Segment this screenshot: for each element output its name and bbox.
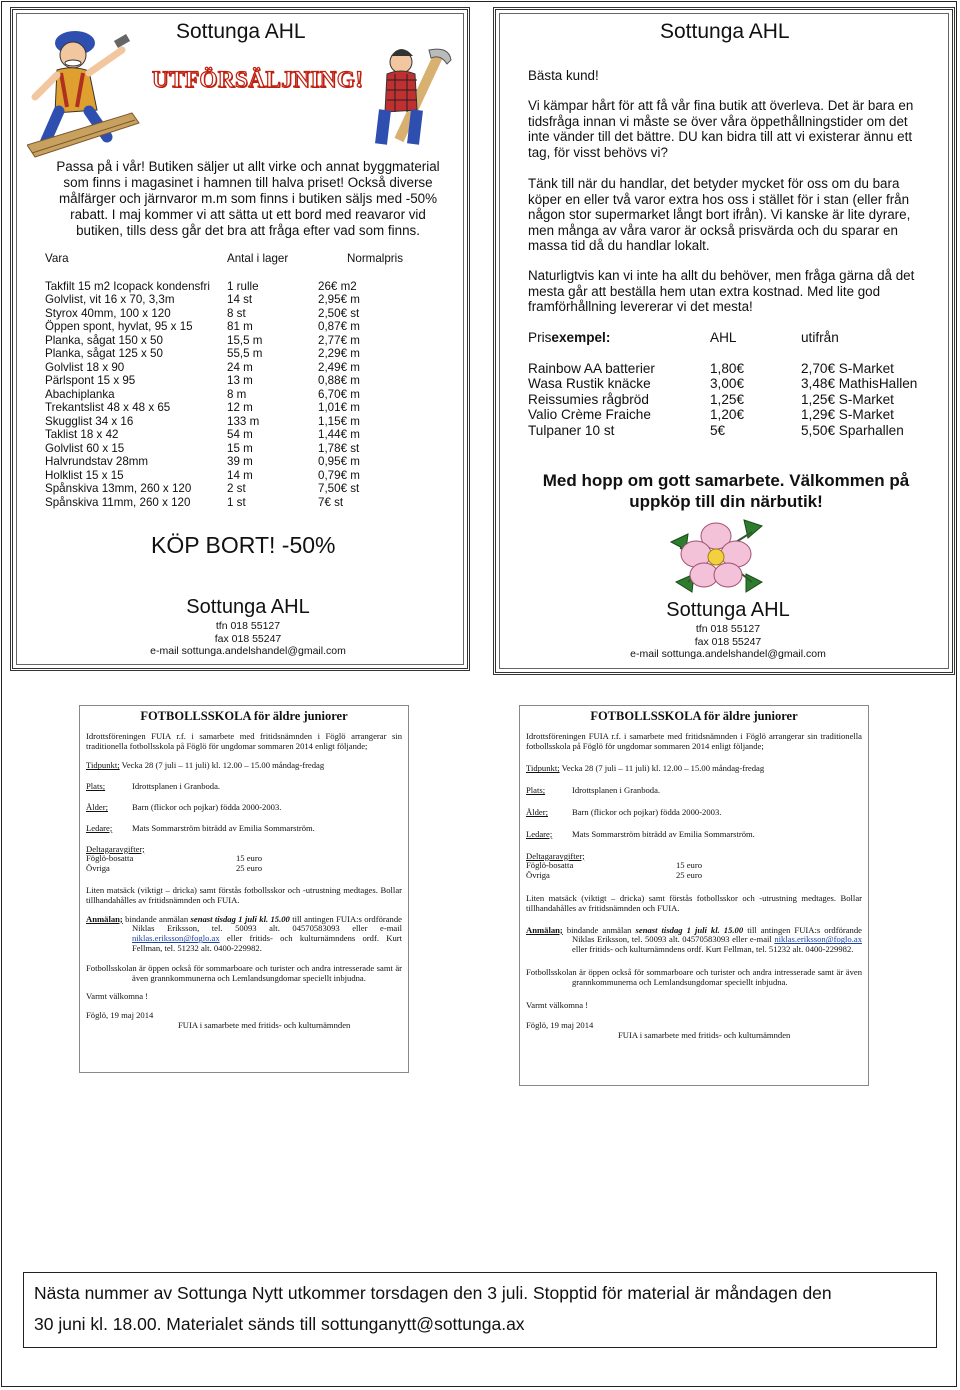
inventory-row <box>45 361 445 375</box>
item-name: Skugglist 34 x 16 <box>45 414 134 428</box>
para-line: mesta går att beställa hem utan extra kostnad. Med lite god <box>528 283 881 299</box>
normal-price: 7€ st <box>318 495 344 509</box>
signup-text-b: till antingen FUIA:s ordförande Niklas Eriksson, tel. 50093 alt. 04570583093 eller e-mail <box>132 913 402 934</box>
normal-price: 2,49€ m <box>318 360 360 374</box>
para-line: massa tid då du handlar lokalt. <box>528 238 710 253</box>
price-header-ahl: AHL <box>710 330 737 345</box>
stock-qty: 14 st <box>227 293 253 306</box>
contact-email: e-mail sottunga.andelshandel@gmail.com <box>150 645 346 657</box>
price-row <box>528 407 948 423</box>
stock-qty: 12 m <box>227 401 253 414</box>
item-name: Takfilt 15 m2 Icopack kondensfri <box>45 279 210 293</box>
signup-label: Anmälan; <box>526 924 563 935</box>
stock-qty: 81 m <box>227 320 253 333</box>
football-signature: FUIA i samarbete med fritids- och kulturnämnden <box>178 1019 351 1030</box>
para-1 <box>528 98 948 160</box>
price-header-other: utifrån <box>801 330 839 345</box>
stock-qty: 55,5 m <box>227 347 263 360</box>
time-value: Vecka 28 (7 juli – 11 juli) kl. 12.00 – 15.00 måndag-fredag <box>561 763 765 774</box>
contact-fax: fax 018 55247 <box>694 635 762 648</box>
stock-qty: 39 m <box>227 455 253 468</box>
football-date: Föglö, 19 maj 2014 <box>526 1020 594 1031</box>
sale-banner: UTFÖRSÄLJNING! <box>152 67 364 92</box>
stock-qty: 14 m <box>227 468 253 482</box>
para-line: Tänk till när du handlar, det betyder mycket för oss om du bara <box>528 176 900 191</box>
column-header: Vara <box>45 252 69 265</box>
item-name: Holklist 15 x 15 <box>45 468 124 482</box>
football-age <box>86 803 402 813</box>
signup-text-a: bindande anmälan <box>566 924 636 935</box>
signup-email-link[interactable]: niklas.eriksson@foglo.ax <box>132 933 220 944</box>
ahl-price: 1,25€ <box>710 391 745 407</box>
price-row <box>528 392 948 408</box>
other-price: 3,48€ MathisHallen <box>801 376 918 392</box>
football-place <box>526 786 862 796</box>
para-line: framförhållning levererar vi det mesta! <box>528 299 753 314</box>
place-label: Plats; <box>526 785 546 796</box>
left-ad-header: Sottunga AHL <box>176 20 306 43</box>
leaders-label: Ledare; <box>526 828 553 839</box>
inventory-row <box>45 320 445 334</box>
item-name: Planka, sågat 125 x 50 <box>45 347 163 360</box>
normal-price: 6,70€ m <box>318 387 360 401</box>
para-line: inte vänder till det bättre. DU kan bidra till att vi existerar ännu ett <box>528 129 913 144</box>
para-3 <box>528 268 948 315</box>
para-line: tidsfråga innan vi måste se över våra öppethållningstider om det <box>528 113 908 129</box>
right-contact <box>613 598 843 661</box>
fee-amount: 15 euro <box>676 860 703 871</box>
product-name: Wasa Rustik knäcke <box>528 376 651 392</box>
normal-price: 1,78€ st <box>318 441 360 455</box>
football-notice-right <box>519 705 869 1086</box>
product-name: Valio Crème Fraiche <box>528 407 651 423</box>
para-line: Vi kämpar hårt för att få vår fina butik att överleva. Det är bara en <box>528 98 914 113</box>
fee-row <box>526 871 862 881</box>
contact-phone: tfn 018 55127 <box>695 623 761 635</box>
para-line: någon stor supermarket långt bort ifrån). Vi kanske är lite dyrare, <box>528 207 911 222</box>
para-2 <box>528 176 948 254</box>
football-place <box>86 782 402 792</box>
football-open: Fotbollsskolan är öppen också för sommarboare och turister och andra intresserade samt är även grannkommunerna och Lemlandsungdomar speciellt inbjudna. <box>526 966 862 987</box>
inventory-row <box>45 347 445 361</box>
inventory-row <box>45 280 445 294</box>
item-name: Taklist 18 x 42 <box>45 428 119 441</box>
inventory-row <box>45 496 445 510</box>
left-ad <box>10 7 470 671</box>
price-row <box>528 423 948 439</box>
product-name: Reissumies rågbröd <box>528 391 649 407</box>
signup-text-c: eller fritids- och kulturnämndens ordf. Kurt Fellman, tel. 51232 alt. 0400-229982. <box>572 944 854 955</box>
greeting: Bästa kund! <box>528 68 599 83</box>
leaders-value: Mats Sommarström biträdd av Emilia Sommarström. <box>572 828 755 839</box>
contact-fax: fax 018 55247 <box>214 632 282 645</box>
normal-price: 7,50€ st <box>318 482 360 495</box>
contact-email: e-mail sottunga.andelshandel@gmail.com <box>630 648 826 660</box>
place-label: Plats; <box>86 781 106 792</box>
normal-price: 2,29€ m <box>318 347 360 360</box>
time-label: Tidpunkt; <box>526 763 560 774</box>
item-name: Spånskiva 11mm, 260 x 120 <box>45 495 191 509</box>
normal-price: 1,01€ m <box>318 401 360 414</box>
price-row <box>528 361 948 377</box>
item-name: Trekantslist 48 x 48 x 65 <box>45 401 171 414</box>
inventory-row <box>45 482 445 496</box>
signup-text-b: till antingen FUIA:s ordförande Niklas Eriksson, tel. 50093 alt. 04570583093 eller e-mail <box>572 924 862 945</box>
football-date: Föglö, 19 maj 2014 <box>86 1010 154 1021</box>
intro-line: som finns i magasinet i hamnen till halva priset! Också diverse <box>63 175 433 190</box>
price-header-word: Pris <box>528 330 552 345</box>
signup-email-link[interactable]: niklas.eriksson@foglo.ax <box>774 934 862 945</box>
stock-qty: 8 m <box>227 387 247 401</box>
other-price: 2,70€ S-Market <box>801 360 894 376</box>
item-name: Golvlist 60 x 15 <box>45 441 125 455</box>
leaders-label: Ledare; <box>86 822 113 833</box>
ahl-price: 3,00€ <box>710 376 745 392</box>
fee-group: Föglö-bosatta <box>86 853 134 864</box>
product-name: Tulpaner 10 st <box>528 422 615 438</box>
football-leaders <box>526 830 862 840</box>
rose-flower-icon <box>666 512 766 597</box>
inventory-body <box>45 280 445 510</box>
intro-line: Passa på i vår! Butiken säljer ut allt virke och annat byggmaterial <box>56 159 440 174</box>
football-welcome: Varmt välkomna ! <box>86 991 149 1002</box>
football-intro: Idrottsföreningen FUIA r.f. i samarbete med fritidsnämnden i Föglö arrangerar sin traditionella fotbollsskola på Föglö för ungdomar sommaren 2014 enligt följande; <box>526 730 862 751</box>
normal-price: 2,95€ m <box>318 293 360 306</box>
time-label: Tidpunkt; <box>86 760 120 771</box>
normal-price: 0,79€ m <box>318 468 360 482</box>
football-intro: Idrottsföreningen FUIA r.f. i samarbete med fritidsnämnden i Föglö arrangerar sin traditionella fotbollsskola på Föglö för ungdomar sommaren 2014 enligt följande; <box>86 730 402 751</box>
inventory-row <box>45 293 445 307</box>
age-label: Ålder; <box>526 806 548 817</box>
fee-row <box>86 864 402 874</box>
football-title: FOTBOLLSSKOLA för äldre juniorer <box>590 709 798 723</box>
item-name: Spånskiva 13mm, 260 x 120 <box>45 482 192 495</box>
fee-group: Övriga <box>526 870 550 881</box>
age-label: Ålder; <box>86 801 108 812</box>
normal-price: 2,50€ st <box>318 306 360 320</box>
signup-text-c: eller fritids- och kulturnämndens ordf. Kurt Fellman, tel. 51232 alt. 0400-229982. <box>132 933 402 953</box>
signup-deadline: senast tisdag 1 juli kl. 15.00 <box>635 924 744 935</box>
fee-amount: 25 euro <box>676 870 703 881</box>
inventory-row <box>45 442 445 456</box>
contact-phone: tfn 018 55127 <box>215 620 281 632</box>
football-signature: FUIA i samarbete med fritids- och kulturnämnden <box>618 1030 791 1041</box>
normal-price: 0,88€ m <box>318 374 360 387</box>
closing-line: uppköp till din närbutik! <box>629 492 823 511</box>
place-value: Idrottsplanen i Granboda. <box>132 781 221 792</box>
fee-amount: 25 euro <box>236 863 263 874</box>
item-name: Halvrundstav 28mm <box>45 455 149 468</box>
inventory-row <box>45 334 445 348</box>
contact-name: Sottunga AHL <box>666 599 790 621</box>
football-leaders <box>86 824 402 834</box>
age-value: Barn (flickor och pojkar) födda 2000-2003. <box>132 801 282 812</box>
inventory-table <box>45 252 445 509</box>
football-signup <box>526 926 862 955</box>
inventory-row <box>45 401 445 415</box>
intro-line: målfärger och järnvaror m.m som finns i butiken säljs med -50% <box>58 191 438 206</box>
football-signup <box>86 915 402 954</box>
football-time <box>86 761 402 771</box>
inventory-row <box>45 388 445 402</box>
signup-text-a: bindande anmälan <box>125 913 191 924</box>
inventory-header <box>45 252 445 266</box>
normal-price: 0,87€ m <box>318 320 360 333</box>
item-name: Golvlist 18 x 90 <box>45 360 125 374</box>
product-name: Rainbow AA batterier <box>528 360 655 376</box>
footer-line: 30 juni kl. 18.00. Materialet sänds till sottunganytt@sottunga.ax <box>34 1314 525 1334</box>
right-ad-header: Sottunga AHL <box>660 20 790 43</box>
inventory-row <box>45 455 445 469</box>
stock-qty: 24 m <box>227 360 253 374</box>
inventory-row <box>45 374 445 388</box>
inventory-row <box>45 428 445 442</box>
fees-label: Deltagaravgifter; <box>86 843 145 854</box>
normal-price: 26€ m2 <box>318 279 357 293</box>
football-notice-left <box>79 705 409 1073</box>
stock-qty: 1 rulle <box>227 279 259 293</box>
football-age <box>526 808 862 818</box>
fee-amount: 15 euro <box>236 853 263 864</box>
price-body <box>528 361 948 439</box>
item-name: Styrox 40mm, 100 x 120 <box>45 306 171 320</box>
para-line: köper en eller två varor extra hos oss i stället för i stan (eller från <box>528 191 910 207</box>
fee-group: Övriga <box>86 863 110 874</box>
item-name: Planka, sågat 150 x 50 <box>45 333 163 347</box>
time-value: Vecka 28 (7 juli – 11 juli) kl. 12.00 – 15.00 måndag-fredag <box>121 760 325 771</box>
slogan: KÖP BORT! -50% <box>151 532 336 558</box>
other-price: 5,50€ Sparhallen <box>801 422 904 438</box>
football-open: Fotbollsskolan är öppen också för sommarboare och turister och andra intresserade samt är även grannkommunerna och Lemlandsungdomar speciellt inbjudna. <box>86 962 402 983</box>
right-ad <box>493 7 955 675</box>
pipe-worker-clipart-icon <box>369 40 454 150</box>
age-value: Barn (flickor och pojkar) födda 2000-2003. <box>572 806 722 817</box>
stock-qty: 15,5 m <box>227 333 263 347</box>
item-name: Pärlspont 15 x 95 <box>45 374 136 387</box>
stock-qty: 13 m <box>227 374 253 387</box>
signup-deadline: senast tisdag 1 juli kl. 15.00 <box>190 913 290 924</box>
price-row <box>528 376 948 392</box>
left-ad-intro <box>48 159 448 239</box>
carpenter-clipart-icon <box>27 15 147 165</box>
fees-label: Deltagaravgifter; <box>526 850 585 861</box>
para-line: men många av våra varor är också prisvärda och du sparar en <box>528 222 898 238</box>
inventory-row <box>45 307 445 321</box>
stock-qty: 133 m <box>227 414 260 428</box>
price-header-label <box>528 330 610 346</box>
stock-qty: 15 m <box>227 441 253 455</box>
ahl-price: 1,20€ <box>710 407 745 423</box>
item-name: Öppen spont, hyvlat, 95 x 15 <box>45 320 193 333</box>
stock-qty: 54 m <box>227 428 253 441</box>
football-time <box>526 764 862 774</box>
closing-message <box>516 470 936 512</box>
price-header-word: exempel: <box>551 330 611 345</box>
normal-price: 2,77€ m <box>318 333 360 347</box>
intro-line: rabatt. I maj kommer vi att sätta ut ett bord med reavaror vid <box>70 207 426 222</box>
normal-price: 1,44€ m <box>318 428 360 441</box>
inventory-row <box>45 469 445 483</box>
para-line: Naturligtvis kan vi inte ha allt du behöver, men fråga gärna då det <box>528 268 915 283</box>
price-table <box>528 330 948 439</box>
place-value: Idrottsplanen i Granboda. <box>572 785 661 796</box>
column-header: Normalpris <box>347 252 404 265</box>
footer-line: Nästa nummer av Sottunga Nytt utkommer torsdagen den 3 juli. Stopptid för material är måndagen den <box>34 1283 832 1303</box>
signup-label: Anmälan; <box>86 913 123 924</box>
inventory-row <box>45 415 445 429</box>
para-line: tag, för visst behövs vi? <box>528 144 668 160</box>
normal-price: 1,15€ m <box>318 414 360 428</box>
stock-qty: 8 st <box>227 306 246 320</box>
stock-qty: 1 st <box>227 495 246 509</box>
football-bring: Liten matsäck (viktigt – dricka) samt förstås fotbollsskor och -utrustning medtages. Bollar tillhandahålles av fritidsnämnden och FUIA. <box>86 884 402 905</box>
football-fees <box>86 845 402 874</box>
price-header <box>528 330 948 346</box>
football-welcome: Varmt välkomna ! <box>526 999 589 1010</box>
column-header: Antal i lager <box>227 252 289 265</box>
contact-name: Sottunga AHL <box>186 596 310 618</box>
fee-group: Föglö-bosatta <box>526 860 574 871</box>
ahl-price: 1,80€ <box>710 360 745 376</box>
normal-price: 0,95€ m <box>318 455 360 468</box>
footer-notice <box>23 1272 937 1348</box>
leaders-value: Mats Sommarström biträdd av Emilia Sommarström. <box>132 822 315 833</box>
football-fees <box>526 852 862 881</box>
other-price: 1,25€ S-Market <box>801 391 894 407</box>
item-name: Abachiplanka <box>45 387 115 401</box>
football-title: FOTBOLLSSKOLA för äldre juniorer <box>140 709 348 723</box>
ahl-price: 5€ <box>710 422 726 438</box>
closing-line: Med hopp om gott samarbete. Välkommen på <box>542 471 910 490</box>
stock-qty: 2 st <box>227 482 246 495</box>
football-bring: Liten matsäck (viktigt – dricka) samt förstås fotbollsskor och -utrustning medtages. Bollar tillhandahålles av fritidsnämnden och FUIA. <box>526 892 862 913</box>
left-contact <box>133 595 363 658</box>
other-price: 1,29€ S-Market <box>801 407 894 423</box>
intro-line: butiken, tills dess går det bra att fråga efter vad som finns. <box>76 223 420 238</box>
item-name: Golvlist, vit 16 x 70, 3,3m <box>45 293 175 306</box>
